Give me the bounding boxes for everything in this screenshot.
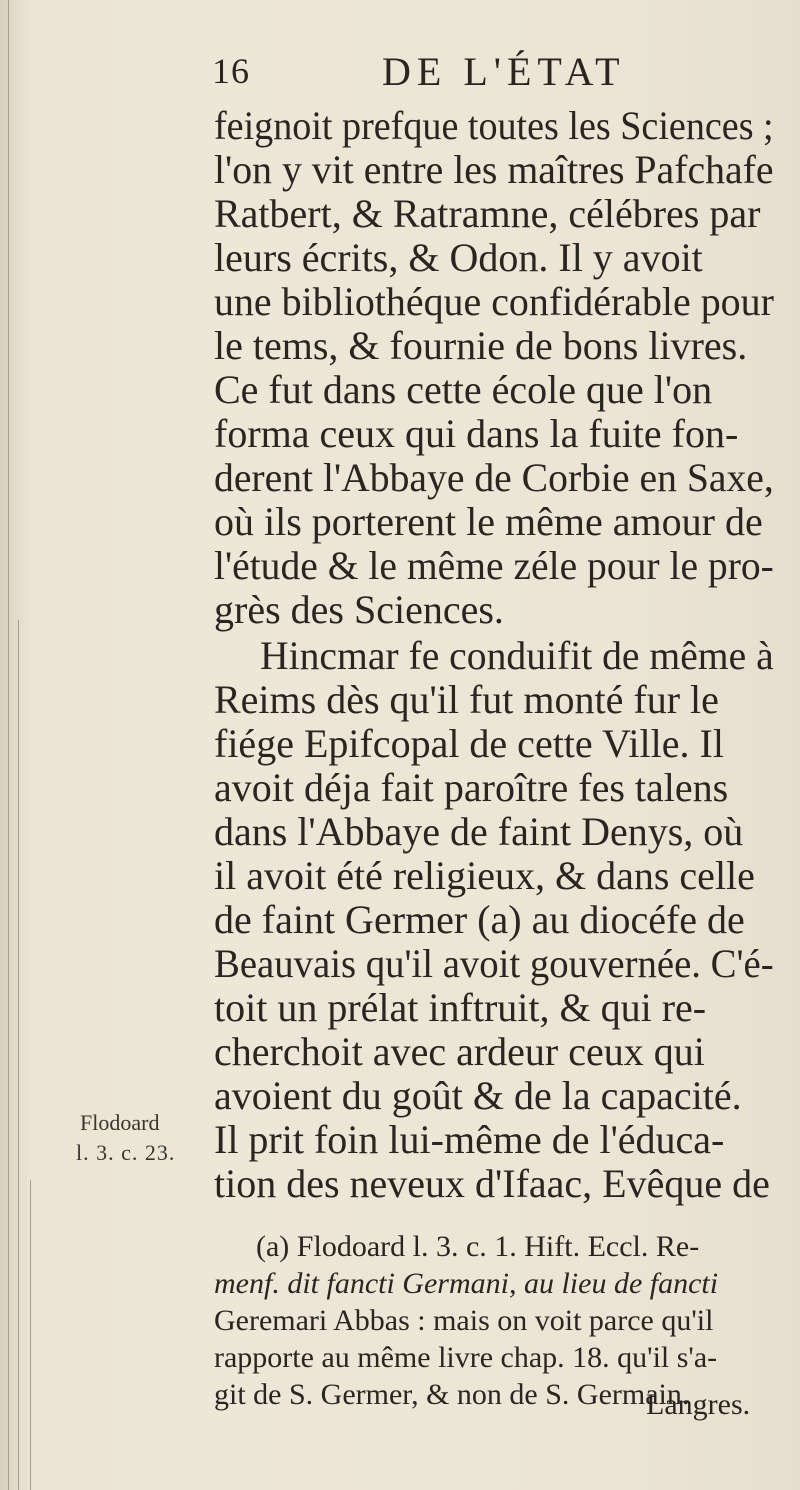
text-line: Hincmar fe conduifit de même à xyxy=(260,633,774,678)
footnote-line: git de S. Germer, & non de S. Germain. xyxy=(214,1378,690,1411)
text-line: fiége Epifcopal de cette Ville. Il xyxy=(214,721,724,766)
text-line: il avoit été religieux, & dans celle xyxy=(214,853,755,898)
footnote-line: (a) Flodoard l. 3. c. 1. Hift. Eccl. Re- xyxy=(256,1230,700,1263)
text-line: Reims dès qu'il fut monté fur le xyxy=(214,677,719,722)
text-line: où ils porterent le même amour de xyxy=(214,499,763,544)
text-line: une bibliothéque confidérable pour xyxy=(214,279,774,324)
text-line: avoient du goût & de la capacité. xyxy=(214,1073,742,1118)
text-line: Beauvais qu'il avoit gouvernée. C'é- xyxy=(214,941,774,986)
text-line: toit un prélat inftruit, & qui re- xyxy=(214,985,707,1030)
text-line: avoit déja fait paroître fes talens xyxy=(214,765,729,810)
footnote-line: rapporte au même livre chap. 18. qu'il s'a- xyxy=(214,1341,718,1374)
text-line: Ratbert, & Ratramne, célébres par xyxy=(214,191,761,236)
text-line: l'on y vit entre les maîtres Pafchafe xyxy=(214,147,774,192)
text-line: feignoit prefque toutes les Sciences ; xyxy=(214,103,774,148)
text-line: le tems, & fournie de bons livres. xyxy=(214,323,748,368)
text-line: tion des neveux d'Ifaac, Evêque de xyxy=(214,1161,770,1206)
margin-note-line-2: l. 3. c. 23. xyxy=(76,1140,176,1165)
page-number: 16 xyxy=(212,51,250,91)
catchword: Langres. xyxy=(646,1388,751,1421)
page-header xyxy=(212,48,772,98)
text-line: leurs écrits, & Odon. Il y avoit xyxy=(214,235,703,280)
text-line: dans l'Abbaye de faint Denys, où xyxy=(214,809,744,854)
running-title: DE L'ÉTAT xyxy=(382,49,626,94)
gutter-edge-line xyxy=(8,0,9,1490)
text-line: forma ceux qui dans la fuite fon- xyxy=(214,411,739,456)
text-line: grès des Sciences. xyxy=(214,587,504,632)
text-line: de faint Germer (a) au diocéfe de xyxy=(214,897,745,942)
gutter-edge-line xyxy=(18,620,19,1490)
gutter-edge-line xyxy=(30,1180,31,1490)
text-line: cherchoit avec ardeur ceux qui xyxy=(214,1029,705,1074)
footnote-line: menf. dit fancti Germani, au lieu de fancti xyxy=(214,1267,719,1300)
footnote-line: Geremari Abbas : mais on voit parce qu'il xyxy=(214,1304,714,1337)
text-line: Il prit foin lui-même de l'éduca- xyxy=(214,1117,725,1162)
text-line: l'étude & le même zéle pour le pro- xyxy=(214,543,774,588)
text-line: derent l'Abbaye de Corbie en Saxe, xyxy=(214,455,774,500)
margin-note-line-1: Flodoard xyxy=(80,1110,160,1135)
text-line: Ce fut dans cette école que l'on xyxy=(214,367,713,412)
